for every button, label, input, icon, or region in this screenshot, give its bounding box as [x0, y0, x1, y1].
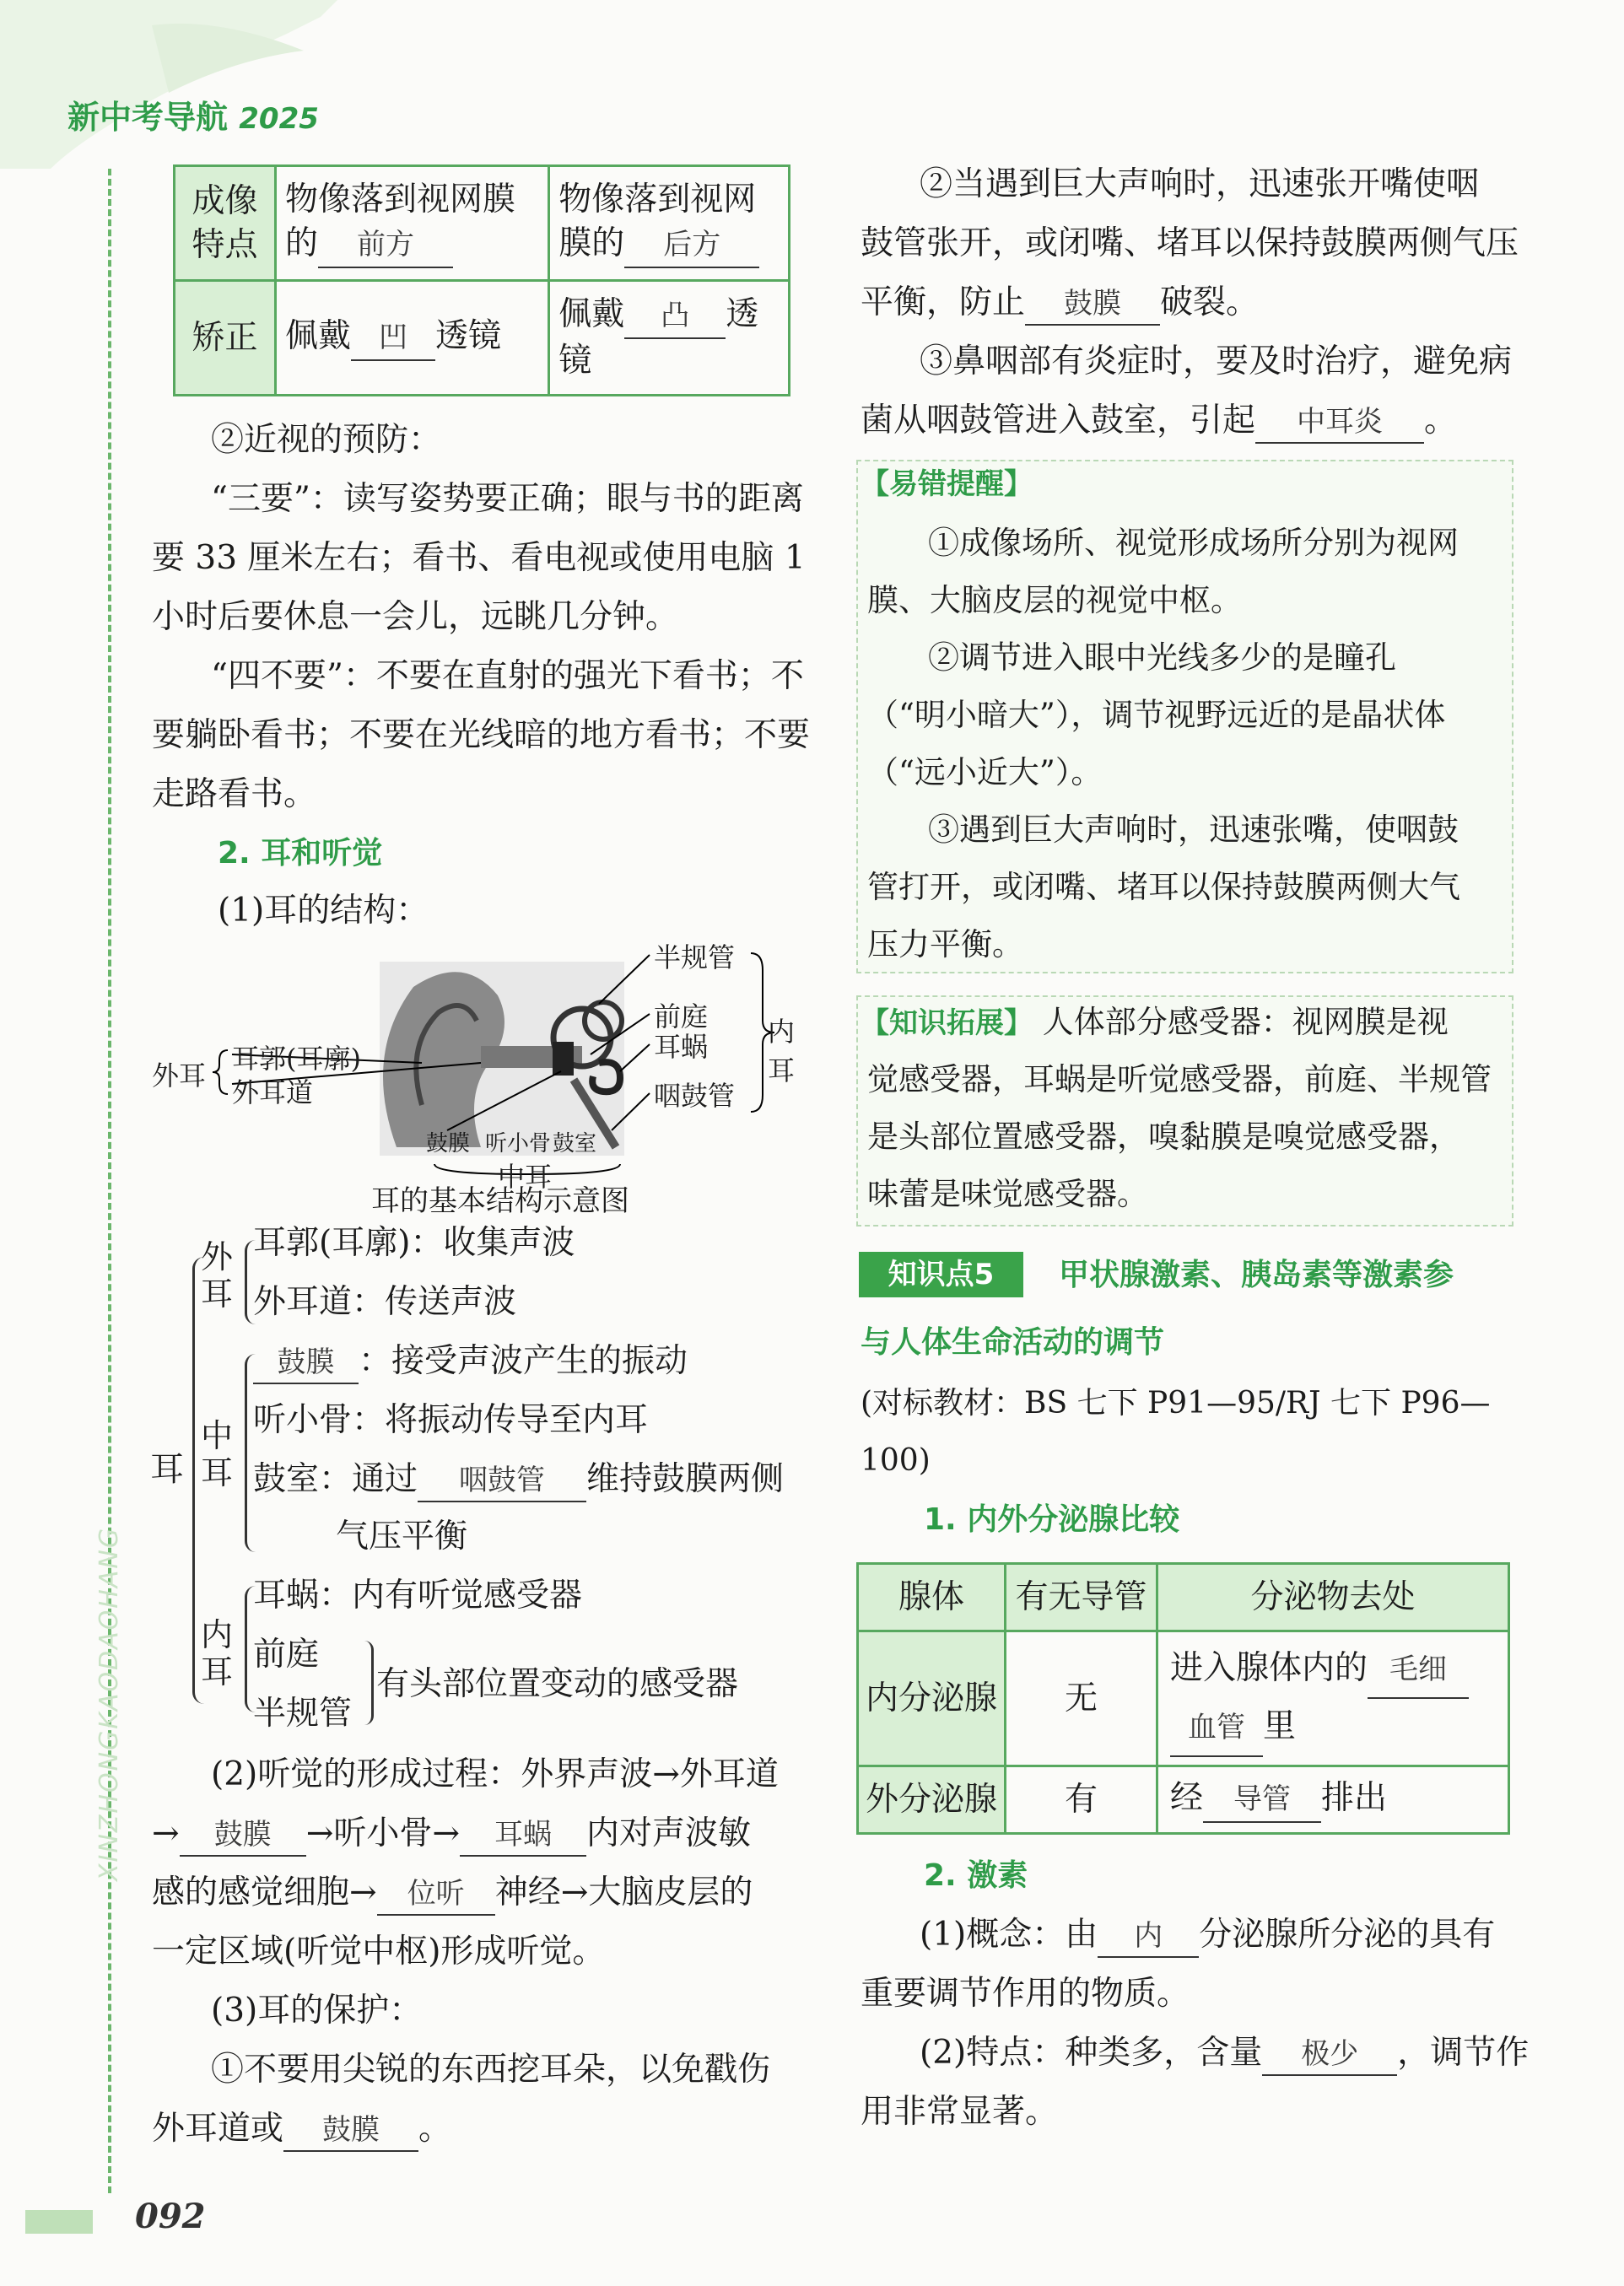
text-line: “三要”：读写姿势要正确；眼与书的距离 [211, 480, 804, 518]
text-line: 平衡，防止 鼓膜 破裂。 [861, 283, 1259, 326]
answer-blank: 耳蜗 [460, 1814, 586, 1857]
table-row [858, 1631, 1509, 1766]
vision-label-cell: 成像 特点 [175, 166, 276, 281]
answer-blank: 极少 [1262, 2034, 1397, 2076]
warning-line: 膜、大脑皮层的视觉中枢。 [867, 582, 1242, 618]
tree-root: 耳 [150, 1450, 184, 1489]
text-line: 鼓管张开，或闭嘴、堵耳以保持鼓膜两侧气压 [861, 224, 1519, 262]
answer-blank: 血管 [1170, 1700, 1263, 1757]
text-line: 用非常显著。 [861, 2093, 1059, 2131]
label-outer-ear: 外耳 [152, 1059, 207, 1092]
ship-watermark-icon [0, 0, 337, 169]
label-cochlea: 耳蜗 [654, 1031, 709, 1063]
label-eustachian: 咽鼓管 [654, 1080, 736, 1112]
extension-line: 是头部位置感受器，嗅黏膜是嗅觉感受器， [867, 1119, 1460, 1155]
warning-line: ③遇到巨大声响时，迅速张嘴，使咽鼓 [928, 811, 1459, 848]
figure-caption: 耳的基本结构示意图 [371, 1184, 629, 1218]
inner-ear-name: 内 耳 [201, 1616, 234, 1690]
answer-blank: 鼓膜 [180, 1814, 306, 1857]
tree-item: 听小骨：将振动传导至内耳 [253, 1401, 649, 1439]
table-header: 分泌物去处 [1157, 1564, 1509, 1631]
table-row [858, 1564, 1509, 1631]
answer-blank: 鼓膜 [253, 1342, 359, 1384]
myopia-image-cell: 物像落到视网膜 的 前方 [276, 166, 549, 281]
reference-line: (对标教材：BS 七下 P91—95/RJ 七下 P96— [861, 1386, 1491, 1421]
text-line: ②当遇到巨大声响时，迅速张开嘴使咽 [920, 165, 1480, 203]
section-title: 2. 耳和听觉 [218, 836, 383, 871]
myopia-prevention-title: ②近视的预防： [211, 421, 442, 459]
tree-item: 前庭 [253, 1636, 320, 1674]
warning-line: ②调节进入眼中光线多少的是瞳孔 [928, 639, 1396, 676]
gland-table [856, 1562, 1510, 1835]
side-text: XINZHONGKAODAOHANG [94, 1526, 124, 1881]
page-number: 092 [135, 2197, 206, 2236]
text-line: (2)听觉的形成过程：外界声波→外耳道 [211, 1755, 779, 1793]
text-line: 外耳道或 鼓膜 。 [152, 2109, 451, 2152]
label-semicircular: 半规管 [654, 941, 736, 973]
answer-blank: 前方 [318, 223, 453, 268]
tree-item: 气压平衡 [336, 1518, 468, 1555]
myopia-correction-cell: 佩戴 凹 透镜 [276, 281, 549, 396]
label-tympanic: 鼓室 [553, 1131, 597, 1156]
subsection-title: (1)耳的结构： [218, 892, 429, 930]
label-ossicles: 听小骨 [485, 1131, 552, 1156]
answer-blank: 导管 [1203, 1777, 1321, 1823]
tree-item: 耳蜗：内有听觉感受器 [253, 1577, 583, 1615]
extension-title: 【知识拓展】 [861, 1006, 1033, 1040]
text-line: 一定区域(听觉中枢)形成听觉。 [152, 1933, 606, 1971]
answer-blank: 鼓膜 [283, 2110, 418, 2152]
knowledge-point-badge: 知识点5 [859, 1252, 1023, 1297]
label-inner-ear: 内耳 [768, 1016, 796, 1086]
answer-blank: 内 [1098, 1916, 1199, 1958]
knowledge-point-title-2: 与人体生命活动的调节 [861, 1325, 1165, 1360]
warning-title: 【易错提醒】 [861, 467, 1033, 501]
extension-line: 味蕾是味觉感受器。 [867, 1176, 1148, 1212]
tree-item: 鼓膜 ：接受声波产生的振动 [253, 1341, 688, 1384]
answer-blank: 咽鼓管 [418, 1460, 586, 1502]
side-dashed-line [108, 169, 111, 2193]
tree-note: 有头部位置变动的感受器 [376, 1665, 739, 1703]
label-vestibule: 前庭 [654, 1000, 709, 1032]
table-row [175, 166, 790, 281]
text-line: “四不要”：不要在直射的强光下看书；不 [211, 657, 804, 695]
tree-item: 鼓室：通过 咽鼓管 维持鼓膜两侧 [253, 1459, 784, 1502]
answer-blank: 凸 [624, 294, 726, 339]
table-row [858, 1766, 1509, 1834]
label-eardrum: 鼓膜 [426, 1131, 471, 1156]
extension-line: 觉感受器，耳蜗是听觉感受器，前庭、半规管 [867, 1061, 1492, 1097]
middle-ear-name: 中 耳 [201, 1417, 234, 1491]
text-line: ①不要用尖锐的东西挖耳朵，以免戳伤 [211, 2051, 771, 2089]
knowledge-point-title: 甲状腺激素、胰岛素等激素参 [1059, 1258, 1454, 1292]
text-line: 菌从咽鼓管进入鼓室，引起 中耳炎 。 [861, 401, 1457, 444]
tree-item: 耳郭(耳廓)：收集声波 [253, 1224, 575, 1262]
text-line: 走路看书。 [152, 775, 317, 813]
table-header: 有无导管 [1006, 1564, 1157, 1631]
page-number-bar [25, 2210, 93, 2234]
text-line: ③鼻咽部有炎症时，要及时治疗，避免病 [920, 342, 1513, 380]
gland-destination: 经 导管 排出 [1157, 1766, 1509, 1834]
text-line: (2)特点：种类多，含量 极少 ，调节作 [920, 2033, 1529, 2076]
table-row [175, 281, 790, 396]
extension-line: 【知识拓展】 人体部分感受器：视网膜是视 [861, 1004, 1449, 1040]
inner-sub-brace [364, 1641, 374, 1725]
tree-item: 半规管 [253, 1695, 353, 1733]
answer-blank: 凹 [351, 315, 435, 361]
warning-line: 压力平衡。 [867, 926, 1023, 962]
warning-line: 管打开，或闭嘴、堵耳以保持鼓膜两侧大气 [867, 869, 1460, 905]
label-middle-ear: 中耳 [498, 1161, 553, 1193]
reference-line: 100) [861, 1443, 931, 1478]
header-series: 新中考导航 2025 [67, 99, 319, 136]
answer-blank: 位听 [377, 1874, 495, 1916]
label-canal: 外耳道 [232, 1076, 314, 1108]
answer-blank: 后方 [624, 223, 759, 268]
ear-figure [143, 936, 801, 1193]
header-decoration [0, 0, 337, 169]
gland-duct: 无 [1006, 1631, 1157, 1766]
header-year: 2025 [239, 102, 319, 136]
text-line: 要躺卧看书；不要在光线暗的地方看书；不要 [152, 716, 811, 754]
section-title: 2. 激素 [924, 1858, 1028, 1893]
text-line: (1)概念：由 内 分泌腺所分泌的具有 [920, 1915, 1495, 1958]
hyperopia-correction-cell: 佩戴 凸 透 镜 [549, 281, 790, 396]
text-line: 感的感觉细胞→ 位听 神经→大脑皮层的 [152, 1873, 753, 1916]
table-header: 腺体 [858, 1564, 1006, 1631]
answer-blank: 鼓膜 [1025, 283, 1160, 326]
section-title: 1. 内外分泌腺比较 [924, 1502, 1180, 1537]
text-line: 小时后要休息一会儿，远眺几分钟。 [152, 598, 679, 636]
outer-ear-name: 外 耳 [201, 1238, 234, 1313]
text-line: → 鼓膜 →听小骨→ 耳蜗 内对声波敏 [152, 1814, 751, 1857]
vision-table [173, 164, 790, 396]
label-pinna: 耳郭(耳廓) [232, 1043, 361, 1075]
warning-line: （“远小近大”）。 [867, 754, 1103, 790]
subsection-title: (3)耳的保护： [211, 1992, 423, 2030]
text-line: 重要调节作用的物质。 [861, 1975, 1190, 2013]
tree-item: 外耳道：传送声波 [253, 1283, 517, 1321]
answer-blank: 毛细 [1368, 1642, 1469, 1699]
gland-destination: 进入腺体内的 毛细 血管 里 [1157, 1631, 1509, 1766]
warning-line: （“明小暗大”），调节视野远近的是晶状体 [867, 697, 1446, 733]
gland-name: 外分泌腺 [858, 1766, 1006, 1834]
answer-blank: 中耳炎 [1255, 402, 1424, 444]
text-line: 要 33 厘米左右；看书、看电视或使用电脑 1 [152, 539, 806, 577]
hyperopia-image-cell: 物像落到视网 膜的 后方 [549, 166, 790, 281]
correction-label-cell: 矫正 [175, 281, 276, 396]
warning-line: ①成像场所、视觉形成场所分别为视网 [928, 525, 1459, 561]
gland-name: 内分泌腺 [858, 1631, 1006, 1766]
gland-duct: 有 [1006, 1766, 1157, 1834]
